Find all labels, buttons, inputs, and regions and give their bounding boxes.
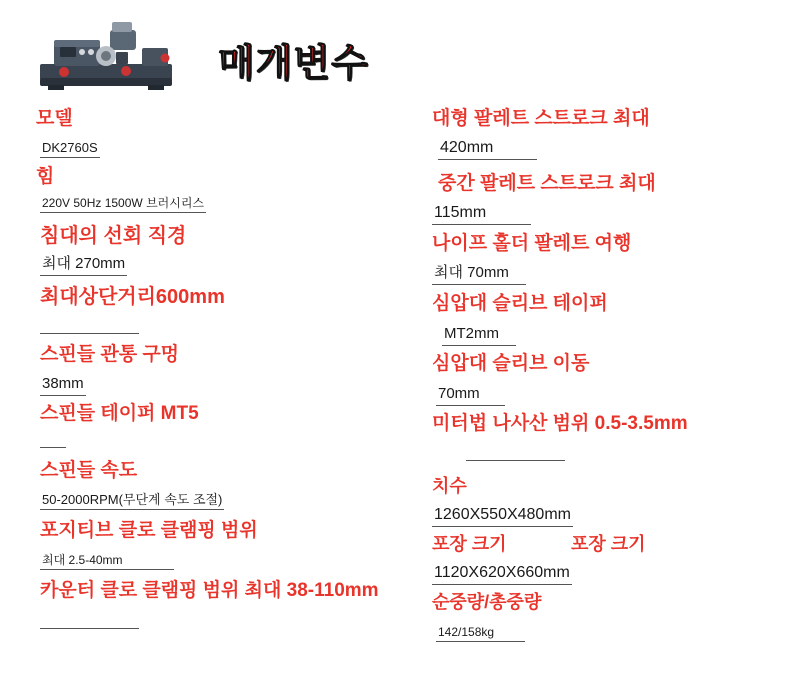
spec-label-tool-holder-travel: 나이프 홀더 팔레트 여행 <box>432 233 632 254</box>
machine-photo <box>30 12 185 94</box>
spec-label-large-carriage-stroke: 대형 팔레트 스트로크 최대 <box>432 108 650 129</box>
spec-label-power: 힘 <box>36 166 55 187</box>
spec-label-net-gross-weight: 순중량/총중량 <box>432 592 542 612</box>
spec-value-cross-slide-stroke: 115mm <box>432 203 531 225</box>
spec-label-package-size-duplicate: 포장 크기 <box>571 534 646 554</box>
spec-label-cross-slide-stroke: 중간 팔레트 스트로크 최대 <box>438 173 656 194</box>
spec-label-counter-jaw-clamping-range: 카운터 클로 클램핑 범위 최대 38-110mm <box>40 580 379 601</box>
spec-label-swing-over-bed: 침대의 선회 직경 <box>40 225 187 247</box>
spec-label-tailstock-sleeve-travel: 심압대 슬리브 이동 <box>432 353 590 374</box>
spec-label-model: 모델 <box>36 108 73 129</box>
spec-value-metric-thread-range <box>466 447 565 461</box>
spec-label-spindle-bore: 스핀들 관통 구멍 <box>40 344 180 365</box>
spec-label-spindle-speed: 스핀들 속도 <box>40 460 138 481</box>
spec-value-counter-jaw-clamping-range <box>40 615 139 629</box>
spec-label-metric-thread-range: 미터법 나사산 범위 0.5-3.5mm <box>432 413 688 434</box>
spec-value-model: DK2760S <box>40 140 100 158</box>
spec-value-spindle-speed: 50-2000RPM(무단계 속도 조절) <box>40 492 224 510</box>
spec-value-net-gross-weight: 142/158kg <box>436 625 525 642</box>
spec-label-positive-jaw-clamping-range: 포지티브 클로 클램핑 범위 <box>40 520 258 541</box>
spec-value-tailstock-sleeve-travel: 70mm <box>436 385 505 406</box>
spec-value-power: 220V 50Hz 1500W 브러시리스 <box>40 196 206 213</box>
spec-label-package-size: 포장 크기 <box>432 534 507 554</box>
spec-value-dimensions: 1260X550X480mm <box>432 505 573 527</box>
spec-value-spindle-bore: 38mm <box>40 375 86 396</box>
spec-label-spindle-taper: 스핀들 테이퍼 MT5 <box>40 403 199 424</box>
page-title: 매개변수 <box>218 43 369 85</box>
page-header <box>0 0 790 100</box>
spec-label-max-distance-between-centers: 최대상단거리600mm <box>40 286 225 308</box>
spec-value-swing-over-bed: 최대 270mm <box>40 255 127 276</box>
spec-value-positive-jaw-clamping-range: 최대 2.5-40mm <box>40 553 174 570</box>
spec-value-tailstock-sleeve-taper: MT2mm <box>442 325 516 346</box>
spec-value-tool-holder-travel: 최대 70mm <box>432 264 526 285</box>
spec-value-spindle-taper <box>40 434 66 448</box>
spec-value-large-carriage-stroke: 420mm <box>438 138 537 160</box>
spec-value-max-distance-between-centers <box>40 320 139 334</box>
spec-label-dimensions: 치수 <box>432 476 467 496</box>
spec-label-tailstock-sleeve-taper: 심압대 슬리브 테이퍼 <box>432 293 608 314</box>
spec-value-package-size: 1120X620X660mm <box>432 563 572 585</box>
